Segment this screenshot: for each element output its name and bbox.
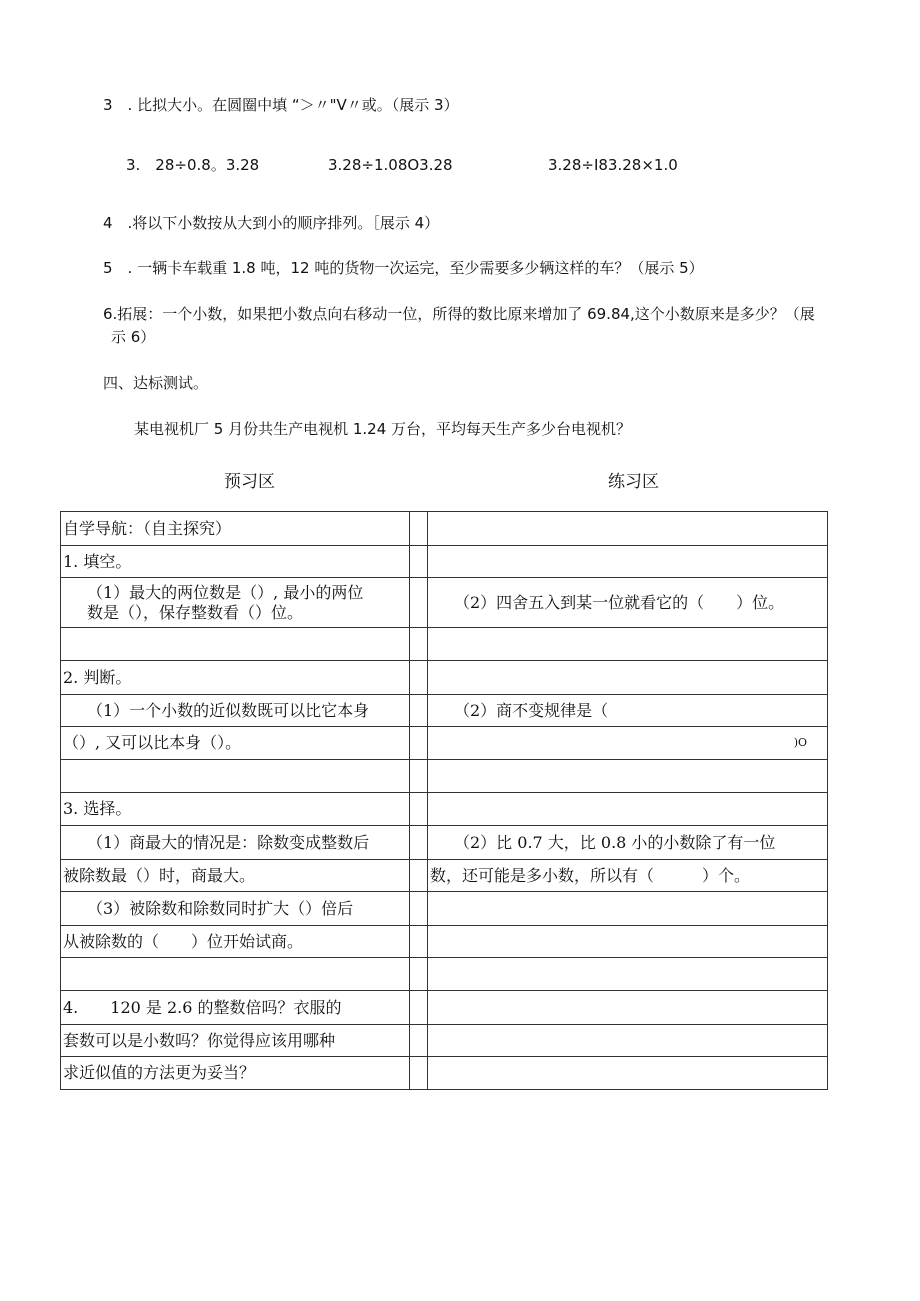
gap-cell [410,512,428,546]
preview-cell: （3）被除数和除数同时扩大（）倍后 [61,892,410,926]
preview-cell: 求近似值的方法更为妥当？ [61,1057,410,1090]
study-table [60,511,828,1090]
question-6-line-2: 示 6） [111,328,156,346]
preview-cell [61,760,410,793]
table-row [61,578,828,628]
question-5: 5 . 一辆卡车载重 1.8 吨，12 吨的货物一次运完，至少需要多少辆这样的车？（展示 5） [103,259,704,277]
table-row [61,892,828,926]
practice-cell [428,1057,828,1090]
section-4-question: 某电视机厂 5 月份共生产电视机 1.24 万台，平均每天生产多少台电视机？ [134,420,632,438]
table-row [61,760,828,793]
table-row [61,926,828,958]
question-3-item-a: 3. 28÷0.8。3.28 [126,156,260,174]
practice-cell: 数，还可能是多小数，所以有（ ）个。 [428,860,828,892]
practice-cell [428,628,828,661]
gap-cell [410,661,428,695]
section-4-title: 四、达标测试。 [103,374,209,392]
gap-cell [410,727,428,760]
table-row [61,793,828,826]
gap-cell [410,760,428,793]
table-row [61,512,828,546]
gap-cell [410,926,428,958]
table-row [61,826,828,860]
practice-cell [428,926,828,958]
gap-cell [410,1057,428,1090]
preview-cell: （1）一个小数的近似数既可以比它本身 [61,695,410,727]
preview-cell: 被除数最（）时，商最大。 [61,860,410,892]
table-row [61,546,828,578]
practice-cell-mark: )O [793,736,807,749]
preview-cell: 3. 选择。 [61,793,410,826]
practice-cell [428,760,828,793]
gap-cell [410,991,428,1025]
preview-cell: 1. 填空。 [61,546,410,578]
gap-cell [410,793,428,826]
gap-cell [410,695,428,727]
preview-cell: 2. 判断。 [61,661,410,695]
table-row [61,695,828,727]
question-3-item-c: 3.28÷Ι83.28×1.0 [548,156,678,174]
question-6-line-1: 6.拓展：一个小数，如果把小数点向右移动一位，所得的数比原来增加了 69.84,这个小数原来是多少？（展 [103,305,815,323]
table-row [61,958,828,991]
practice-cell [428,958,828,991]
preview-cell [61,578,410,628]
preview-cell-line: 数是（），保存整数看（）位。 [87,602,304,622]
preview-cell: （）, 又可以比本身（）。 [61,727,410,760]
preview-cell: （1）商最大的情况是：除数变成整数后 [61,826,410,860]
question-3-item-b: 3.28÷1.08O3.28 [328,156,453,174]
question-4: 4 .将以下小数按从大到小的顺序排列。［展示 4） [103,214,440,232]
gap-cell [410,892,428,926]
practice-area-header: 练习区 [608,472,659,492]
practice-cell [428,793,828,826]
gap-cell [410,578,428,628]
gap-cell [410,546,428,578]
table-row [61,661,828,695]
preview-cell-line: （1）最大的两位数是（）, 最小的两位 [87,582,364,602]
gap-cell [410,860,428,892]
practice-cell [428,546,828,578]
question-3: 3 . 比拟大小。在圆圈中填 “＞〃"V〃或。（展示 3） [103,96,459,114]
practice-cell [428,661,828,695]
preview-cell [61,958,410,991]
preview-cell [61,628,410,661]
preview-cell: 自学导航：（自主探究） [61,512,410,546]
practice-cell [428,892,828,926]
table-row [61,727,828,760]
practice-cell: （2）四舍五入到某一位就看它的（ ）位。 [428,578,828,628]
practice-cell [428,512,828,546]
practice-cell: （2）商不变规律是（ [428,695,828,727]
preview-cell: 从被除数的（ ）位开始试商。 [61,926,410,958]
table-row [61,1025,828,1057]
practice-cell [428,727,828,760]
practice-cell: （2）比 0.7 大，比 0.8 小的小数除了有一位 [428,826,828,860]
practice-cell [428,1025,828,1057]
preview-cell: 套数可以是小数吗？你觉得应该用哪种 [61,1025,410,1057]
preview-cell: 4. 120 是 2.6 的整数倍吗？衣服的 [61,991,410,1025]
gap-cell [410,826,428,860]
practice-cell [428,991,828,1025]
table-row [61,628,828,661]
table-row [61,860,828,892]
preview-area-header: 预习区 [224,472,275,492]
gap-cell [410,1025,428,1057]
table-row [61,1057,828,1090]
gap-cell [410,958,428,991]
table-row [61,991,828,1025]
gap-cell [410,628,428,661]
